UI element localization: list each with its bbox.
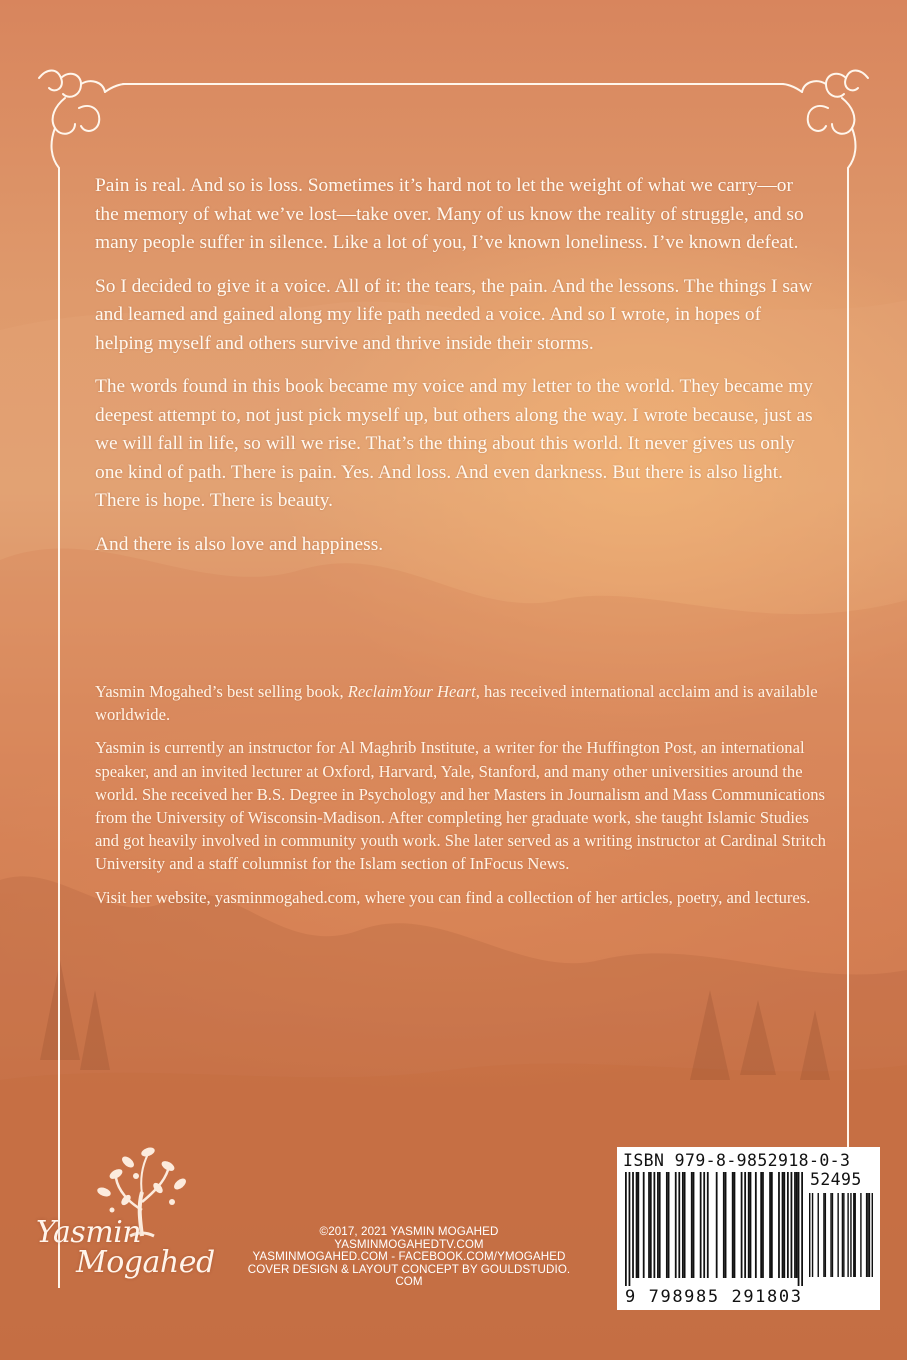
corner-ornament-right	[782, 71, 868, 169]
logo-line: Yasmin	[36, 1215, 142, 1250]
bio-paragraph: Visit her website, yasminmogahed.com, where you can find a collection of her articles, poetry, and lectures.	[95, 887, 811, 907]
barcode-bar	[842, 1193, 843, 1277]
barcode-bar	[801, 1172, 803, 1286]
book-title: ReclaimYour Heart,	[347, 682, 480, 701]
barcode-bar	[632, 1172, 634, 1278]
barcode-bar	[794, 1172, 796, 1278]
barcode-bar	[755, 1172, 757, 1278]
barcode-bar	[648, 1172, 650, 1278]
barcode-bar	[734, 1172, 736, 1278]
barcode-bar	[703, 1172, 705, 1278]
ean-digits: 9 798985 291803	[625, 1287, 803, 1307]
ean-barcode-bars	[625, 1172, 803, 1286]
barcode-bar	[866, 1193, 867, 1277]
barcode-bar	[732, 1172, 734, 1278]
credit-line: ©2017, 2021 YASMIN MOGAHED	[319, 1225, 499, 1238]
barcode-bar	[771, 1172, 773, 1278]
barcode-bar	[700, 1172, 702, 1278]
barcode-bar	[684, 1172, 686, 1278]
barcode-bar	[716, 1172, 718, 1278]
barcode-bar	[823, 1193, 824, 1277]
barcode-bar	[860, 1193, 861, 1277]
credit-line: COVER DESIGN & LAYOUT CONCEPT BY GOULDSTUDIO.	[247, 1262, 571, 1276]
author-bio	[95, 680, 835, 919]
barcode-bar	[869, 1193, 870, 1277]
barcode-bar	[678, 1172, 680, 1278]
synopsis-paragraph: The words found in this book became my voice and my letter to the world. They became my deepest attempt to, not just pick myself up, but others along the way. I wrote because, just as we will fall in life, so will we rise. That’s the thing about this world. It never gives us only one kind of path. There is pain. Yes. And loss. And even darkness. But there is also light. There is hope. There is beauty.	[95, 376, 813, 511]
price-code: 52495	[810, 1170, 862, 1189]
barcode-bar	[830, 1193, 831, 1277]
barcode-bar	[691, 1172, 693, 1278]
author-logo-wordmark	[36, 1215, 236, 1280]
barcode-bar	[791, 1172, 793, 1278]
barcode-bar	[825, 1193, 826, 1277]
logo-line: Mogahed	[76, 1245, 215, 1280]
synopsis-paragraph: And there is also love and happiness.	[95, 533, 384, 555]
barcode-bar	[782, 1172, 784, 1278]
barcode-bar	[682, 1172, 684, 1278]
barcode-bar	[783, 1172, 785, 1278]
barcode-bar	[666, 1172, 668, 1278]
barcode-bar	[778, 1172, 780, 1278]
barcode-bar	[832, 1193, 833, 1277]
synopsis-text	[95, 172, 820, 574]
synopsis-paragraph: So I decided to give it a voice. All of it: the tears, the pain. And the lessons. The things I saw and learned and gained along my life path needed a voice. And so I wrote, in hopes of helping myself and others survive and thrive inside their storms.	[95, 275, 813, 354]
bio-paragraph: Yasmin Mogahed’s best selling book, ReclaimYour Heart, has received international acclaim and is available worldwide.	[95, 682, 818, 725]
barcode-bar	[798, 1172, 800, 1286]
barcode-bar	[796, 1172, 798, 1278]
barcode-bar	[707, 1172, 709, 1278]
isbn-barcode	[617, 1147, 880, 1310]
copyright-credits	[240, 1226, 578, 1289]
bio-paragraph: Yasmin is currently an instructor for Al Maghrib Institute, a writer for the Huffington Post, an international speaker, and an invited lecturer at Oxford, Harvard, Yale, Stanford, and many other universities around the world. She received her B.S. Degree in Psychology and her Masters in Journalism and Mass Communications from the University of Wisconsin-Madison. After completing her graduate work, she taught Islamic Studies and got heavily involved in community youth work. She later served as a writing instructor at Cardinal Stritch University and a staff columnist for the Islam section of InFocus News.	[95, 738, 826, 874]
barcode-bar	[809, 1193, 810, 1277]
barcode-bar	[760, 1172, 762, 1278]
barcode-bar	[741, 1172, 743, 1278]
barcode-bar	[769, 1172, 771, 1278]
barcode-bar	[787, 1172, 789, 1278]
barcode-bar	[629, 1172, 631, 1286]
credit-line: YASMINMOGAHEDTV.COM	[334, 1237, 484, 1251]
barcode-bar	[668, 1172, 670, 1278]
price-addon-bars	[809, 1193, 873, 1285]
barcode-bar	[872, 1193, 873, 1277]
barcode-bar	[744, 1172, 746, 1278]
barcode-bar	[659, 1172, 661, 1278]
barcode-bar	[643, 1172, 645, 1278]
barcode-bar	[867, 1193, 868, 1277]
barcode-bar	[625, 1172, 627, 1286]
barcode-bar	[693, 1172, 695, 1278]
barcode-bar	[855, 1193, 856, 1277]
barcode-bar	[637, 1172, 639, 1278]
credit-line: COM	[395, 1275, 423, 1289]
barcode-bar	[812, 1193, 813, 1277]
barcode-bar	[723, 1172, 725, 1278]
barcode-bar	[636, 1172, 638, 1278]
barcode-bar	[748, 1172, 750, 1278]
barcode-bar	[818, 1193, 819, 1277]
barcode-bar	[850, 1193, 851, 1277]
synopsis-paragraph: Pain is real. And so is loss. Sometimes it’s hard not to let the weight of what we carry—or the memory of what we’ve lost—take over. Many of us know the reality of struggle, and so many people suffer in silence. Like a lot of you, I’ve known loneliness. I’ve known defeat.	[95, 175, 804, 253]
barcode-bar	[837, 1193, 838, 1277]
credit-line: YASMINMOGAHED.COM - FACEBOOK.COM/YMOGAHED	[252, 1250, 566, 1264]
barcode-bar	[762, 1172, 764, 1278]
barcode-bar	[675, 1172, 677, 1278]
barcode-bar	[725, 1172, 727, 1278]
barcode-bar	[653, 1172, 655, 1278]
barcode-bar	[750, 1172, 752, 1278]
barcode-bar	[847, 1193, 848, 1277]
isbn-label: ISBN 979-8-9852918-0-3	[623, 1151, 851, 1170]
corner-ornament-left	[39, 71, 125, 169]
barcode-bar	[853, 1193, 854, 1277]
barcode-bar	[650, 1172, 652, 1278]
barcode-bar	[843, 1193, 844, 1277]
barcode-bar	[657, 1172, 659, 1278]
